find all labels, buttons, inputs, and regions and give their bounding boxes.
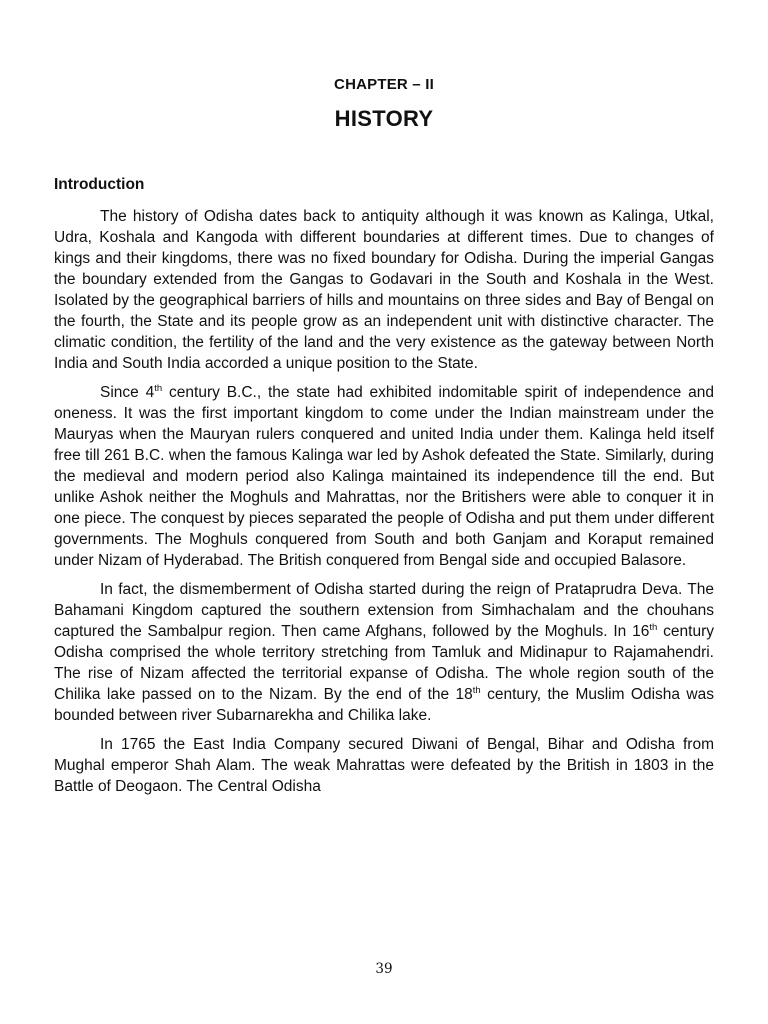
paragraph-1: The history of Odisha dates back to antiquity although it was known as Kalinga, Utkal, Udra, Koshala and Kangoda with different boundaries at different times. Due to changes of kings and their kingdoms, there was no fixed boundary for Odisha. During the imperial Gangas the boundary extended from the Gangas to Godavari in the South and Koshala in the West. Isolated by the geographical barriers of hills and mountains on three sides and Bay of Bengal on the fourth, the State and its people grow as an independent unit with distinctive character. The climatic condition, the fertility of the land and the very existence as the gateway between North India and South India accorded a unique position to the State. — [54, 208, 714, 372]
chapter-title: HISTORY — [334, 106, 434, 131]
paragraph-3-text-b: century Odisha comprised the whole territory stretching from Tamluk and Midinapur to Rajamahendri. The rise of Nizam affected the territorial expanse of Odisha. The whole region south of the Chilika lake passed on to the Nizam. By the end of the 18 — [54, 623, 714, 703]
chapter-label: CHAPTER – II — [334, 76, 434, 93]
paragraph-3-text-a: In fact, the dismemberment of Odisha started during the reign of Prataprudra Deva. The Bahamani Kingdom captured the southern extension from Simhachalam and the chouhans captured the Sambalpur region. Then came Afghans, followed by the Moghuls. In 16 — [54, 581, 714, 640]
paragraph-3 — [54, 579, 714, 726]
superscript-th: th — [472, 685, 481, 696]
paragraph-2-text-a: Since 4 — [100, 384, 155, 401]
document-page — [54, 0, 714, 1024]
paragraph-4: In 1765 the East India Company secured Diwani of Bengal, Bihar and Odisha from Mughal emperor Shah Alam. The weak Mahrattas were defeated by the British in 1803 in the Battle of Deogaon. The Central Odisha — [54, 736, 714, 795]
paragraph-3-text-c: century, the Muslim Odisha was bounded between river Subarnarekha and Chilika lake. — [54, 686, 714, 724]
paragraph-2-text-b: century B.C., the state had exhibited indomitable spirit of independence and oneness. It was the first important kingdom to come under the Indian mainstream under the Mauryas when the Mauryan rulers conquered and united India under them. Kalinga held itself free till 261 B.C. when the famous Kalinga war led by Ashok defeated the State. Similarly, during the medieval and modern period also Kalinga maintained its independence till the end. But unlike Ashok neither the Moghuls and Mahrattas, nor the Britishers were able to conquer it in one piece. The conquest by pieces separated the people of Odisha and put them under different governments. The Moghuls conquered from South and both Ganjam and Koraput remained under Nizam of Hyderabad. The British conquered from Bengal side and occupied Balasore. — [54, 384, 715, 569]
superscript-th: th — [649, 622, 658, 633]
paragraph-2 — [54, 382, 714, 571]
superscript-th: th — [154, 383, 163, 394]
section-heading: Introduction — [54, 176, 145, 193]
body-text — [54, 206, 714, 805]
page-number: 39 — [375, 961, 393, 977]
